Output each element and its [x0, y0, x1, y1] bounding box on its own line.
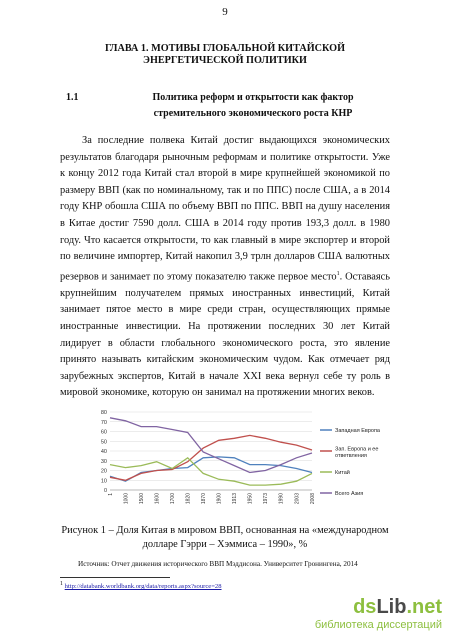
watermark-logo-ds: ds	[353, 596, 377, 618]
y-tick-label: 0	[103, 488, 107, 494]
x-tick-label: 1913	[232, 493, 239, 505]
figure-source: Источник: Отчет движения исторического ВВП Мэддисона. Университет Гронингена, 2014	[78, 560, 358, 568]
figure-caption: Рисунок 1 – Доля Китая в мировом ВВП, основанная на «международном долларе Гэрри – Хэммиса – 1990», %	[61, 525, 389, 550]
y-tick-label: 40	[100, 449, 107, 455]
series-line	[110, 418, 312, 473]
footnote	[60, 581, 222, 590]
legend-label: Зап. Европа и ее ответвления	[335, 446, 379, 459]
gdp-share-chart	[92, 408, 422, 518]
section-heading	[60, 90, 390, 122]
watermark-subtitle: библиотека диссертаций	[314, 619, 442, 631]
y-tick-label: 80	[100, 410, 107, 416]
x-tick-label: 1990	[278, 493, 285, 505]
paragraph-text-part1: За последние полвека Китай достиг выдающихся экономических результатов благодаря рыночным реформам и политике открытости. Уже к концу 2012 года Китай стал второй в мире крупнейшей экономикой по размеру ВВП (как по номинальному, так и по ППС) после США, а в 2014 году КНР обошла США по объему ВВП по ППС. ВВП на душу населения в Китае достиг 7590 долл. США в 2014 году против 193,3 долл. в 1980 году. Что касается открытости, то как главный в мире экспортер и второй по величине импортер, Китай накопил 3,9 трлн долларов США валютных резервов и занимает по этому показателю также первое место	[60, 135, 390, 283]
x-tick-label: 1600	[154, 493, 161, 505]
footnote-number: 1	[60, 581, 63, 587]
watermark-logo	[315, 596, 442, 631]
section-title: Политика реформ и открытости как фактор стремительного экономического роста КНР	[152, 92, 354, 119]
x-tick-label: 1700	[169, 493, 176, 505]
y-tick-label: 50	[100, 439, 107, 446]
footnote-divider	[60, 577, 170, 578]
watermark-logo-net: .net	[406, 596, 442, 618]
x-tick-label: 1870	[201, 493, 208, 505]
y-tick-label: 20	[100, 468, 107, 475]
page-number: 9	[222, 6, 228, 18]
x-tick-label: 1973	[263, 493, 270, 505]
x-tick-label: 1000	[123, 493, 130, 505]
x-tick-label: 1	[107, 493, 114, 496]
legend-label: Западная Европа	[335, 428, 380, 434]
body-paragraph	[60, 133, 390, 402]
chart-svg	[92, 408, 422, 518]
series-line	[110, 458, 312, 485]
footnote-link[interactable]: http://databank.worldbank.org/data/reports.aspx?source=28	[64, 583, 222, 591]
watermark-logo-lib: Lib	[376, 596, 407, 618]
footnote-marker[interactable]: 1	[336, 270, 340, 277]
y-tick-label: 10	[100, 478, 107, 485]
y-tick-label: 30	[100, 458, 107, 465]
x-tick-label: 1500	[138, 493, 145, 505]
x-tick-label: 1950	[247, 493, 254, 505]
section-number: 1.1	[66, 92, 79, 103]
y-tick-label: 60	[100, 429, 107, 436]
x-tick-label: 2008	[309, 493, 316, 505]
chapter-title: ГЛАВА 1. МОТИВЫ ГЛОБАЛЬНОЙ КИТАЙСКОЙ ЭНЕРГЕТИЧЕСКОЙ ПОЛИТИКИ	[104, 43, 346, 66]
y-tick-label: 70	[100, 419, 107, 426]
legend-label: Китай	[335, 470, 350, 476]
paragraph-text-part2: . Оставаясь крупнейшим получателем прямых иностранных инвестиций, Китай занимает пятое место в мире среди стран, осуществляющих прямые иностранные инвестиции. На протяжении последних 30 лет Китай лидирует в области глобального экономического роста, это явление принято называть китайским экономическим чудом. Как отмечает ряд зарубежных экспертов, Китай в начале XXI века вернул себе ту роль в мировой экономике, которую он занимал на протяжении многих веков.	[60, 271, 390, 399]
x-tick-label: 1900	[216, 493, 223, 505]
legend-label: Всего Азия	[335, 491, 364, 497]
x-tick-label: 2003	[294, 493, 301, 505]
x-tick-label: 1820	[185, 493, 192, 505]
